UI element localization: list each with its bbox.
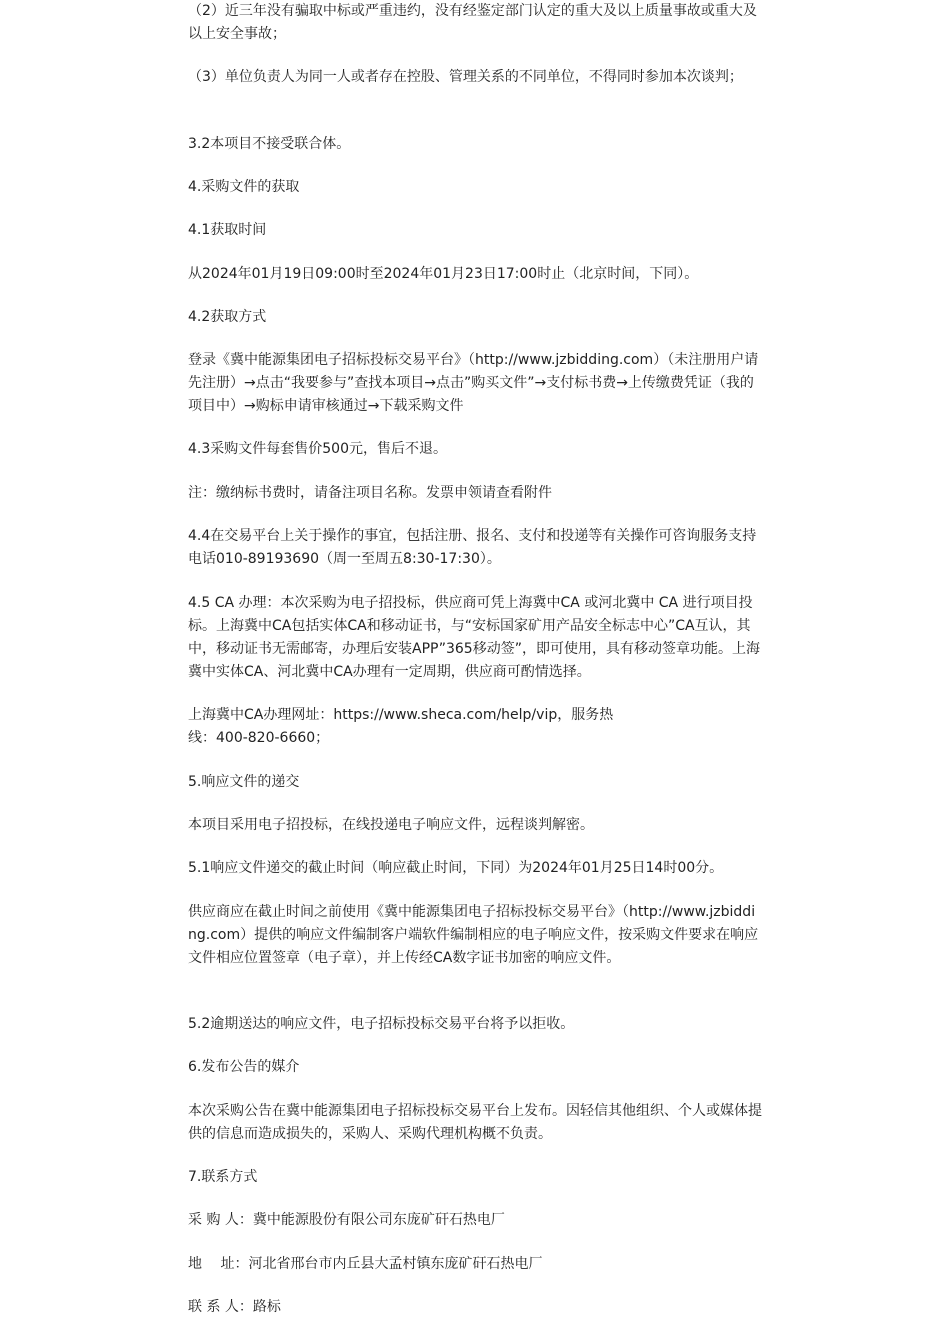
paragraph-acquisition-method: 登录《冀中能源集团电子招标投标交易平台》（http://www.jzbidding.com）（未注册用户请先注册）→点击“我要参与”查找本项目→点击”购买文件”→支付标书费→上传缴费凭证（我的项目中）→购标申请审核通过→下载采购文件 bbox=[188, 352, 759, 414]
paragraph-submission-instructions: 供应商应在截止时间之前使用《冀中能源集团电子招标投标交易平台》（http://www.jzbidding.com）提供的响应文件编制客户端软件编制相应的电子响应文件，按采购文件要求在响应文件相应位置签章（电子章），并上传经CA数字证书加密的响应文件。 bbox=[188, 904, 759, 966]
paragraph-electronic-bidding: 本项目采用电子招投标，在线投递电子响应文件，远程谈判解密。 bbox=[188, 817, 594, 833]
heading-response-submission: 5.响应文件的递交 bbox=[188, 774, 300, 790]
paragraph-late-rejection: 5.2逾期送达的响应文件，电子招标投标交易平台将予以拒收。 bbox=[188, 1016, 575, 1032]
contact-person: 联 系 人：路标 bbox=[188, 1299, 281, 1315]
contact-purchaser: 采 购 人：冀中能源股份有限公司东庞矿矸石热电厂 bbox=[188, 1212, 505, 1228]
paragraph-acquisition-time: 从2024年01月19日09:00时至2024年01月23日17:00时止（北京时间，下同）。 bbox=[188, 266, 699, 282]
paragraph-deadline: 5.1响应文件递交的截止时间（响应截止时间，下同）为2024年01月25日14时00分。 bbox=[188, 860, 724, 876]
contact-address: 地 址：河北省邢台市内丘县大孟村镇东庞矿矸石热电厂 bbox=[188, 1256, 543, 1272]
paragraph-no-consortium: 3.2本项目不接受联合体。 bbox=[188, 136, 351, 152]
heading-document-acquisition: 4.采购文件的获取 bbox=[188, 179, 300, 195]
paragraph-fee-note: 注：缴纳标书费时，请备注项目名称。发票申领请查看附件 bbox=[188, 485, 552, 501]
paragraph-qualification-2: （2）近三年没有骗取中标或严重违约，没有经鉴定部门认定的重大及以上质量事故或重大及以上安全事故； bbox=[188, 3, 757, 42]
paragraph-publication-statement: 本次采购公告在冀中能源集团电子招标投标交易平台上发布。因轻信其他组织、个人或媒体提供的信息而造成损失的，采购人、采购代理机构概不负责。 bbox=[188, 1103, 762, 1142]
heading-acquisition-time: 4.1获取时间 bbox=[188, 222, 267, 238]
paragraph-ca-url bbox=[188, 704, 613, 750]
ca-url-line: 上海冀中CA办理网址：https://www.sheca.com/help/vip，服务热 bbox=[188, 707, 614, 723]
paragraph-ca-handling: 4.5 CA 办理：本次采购为电子招投标，供应商可凭上海冀中CA 或河北冀中 CA 进行项目投标。上海冀中CA包括实体CA和移动证书，与“安标国家矿用产品安全标志中心”CA互认，其中，移动证书无需邮寄，办理后安装APP”365移动签”，即可使用，具有移动签章功能。上海冀中实体CA、河北冀中CA办理有一定周期，供应商可酌情选择。 bbox=[188, 595, 760, 680]
heading-publication-media: 6.发布公告的媒介 bbox=[188, 1059, 300, 1075]
paragraph-document-price: 4.3采购文件每套售价500元，售后不退。 bbox=[188, 441, 447, 457]
ca-hotline-line: 线：400-820-6660； bbox=[188, 730, 330, 746]
heading-contact: 7.联系方式 bbox=[188, 1169, 258, 1185]
heading-acquisition-method: 4.2获取方式 bbox=[188, 309, 267, 325]
paragraph-support-phone: 4.4在交易平台上关于操作的事宜，包括注册、报名、支付和投递等有关操作可咨询服务支持电话010-89193690（周一至周五8:30-17:30）。 bbox=[188, 528, 757, 567]
paragraph-qualification-3: （3）单位负责人为同一人或者存在控股、管理关系的不同单位，不得同时参加本次谈判； bbox=[188, 69, 743, 85]
